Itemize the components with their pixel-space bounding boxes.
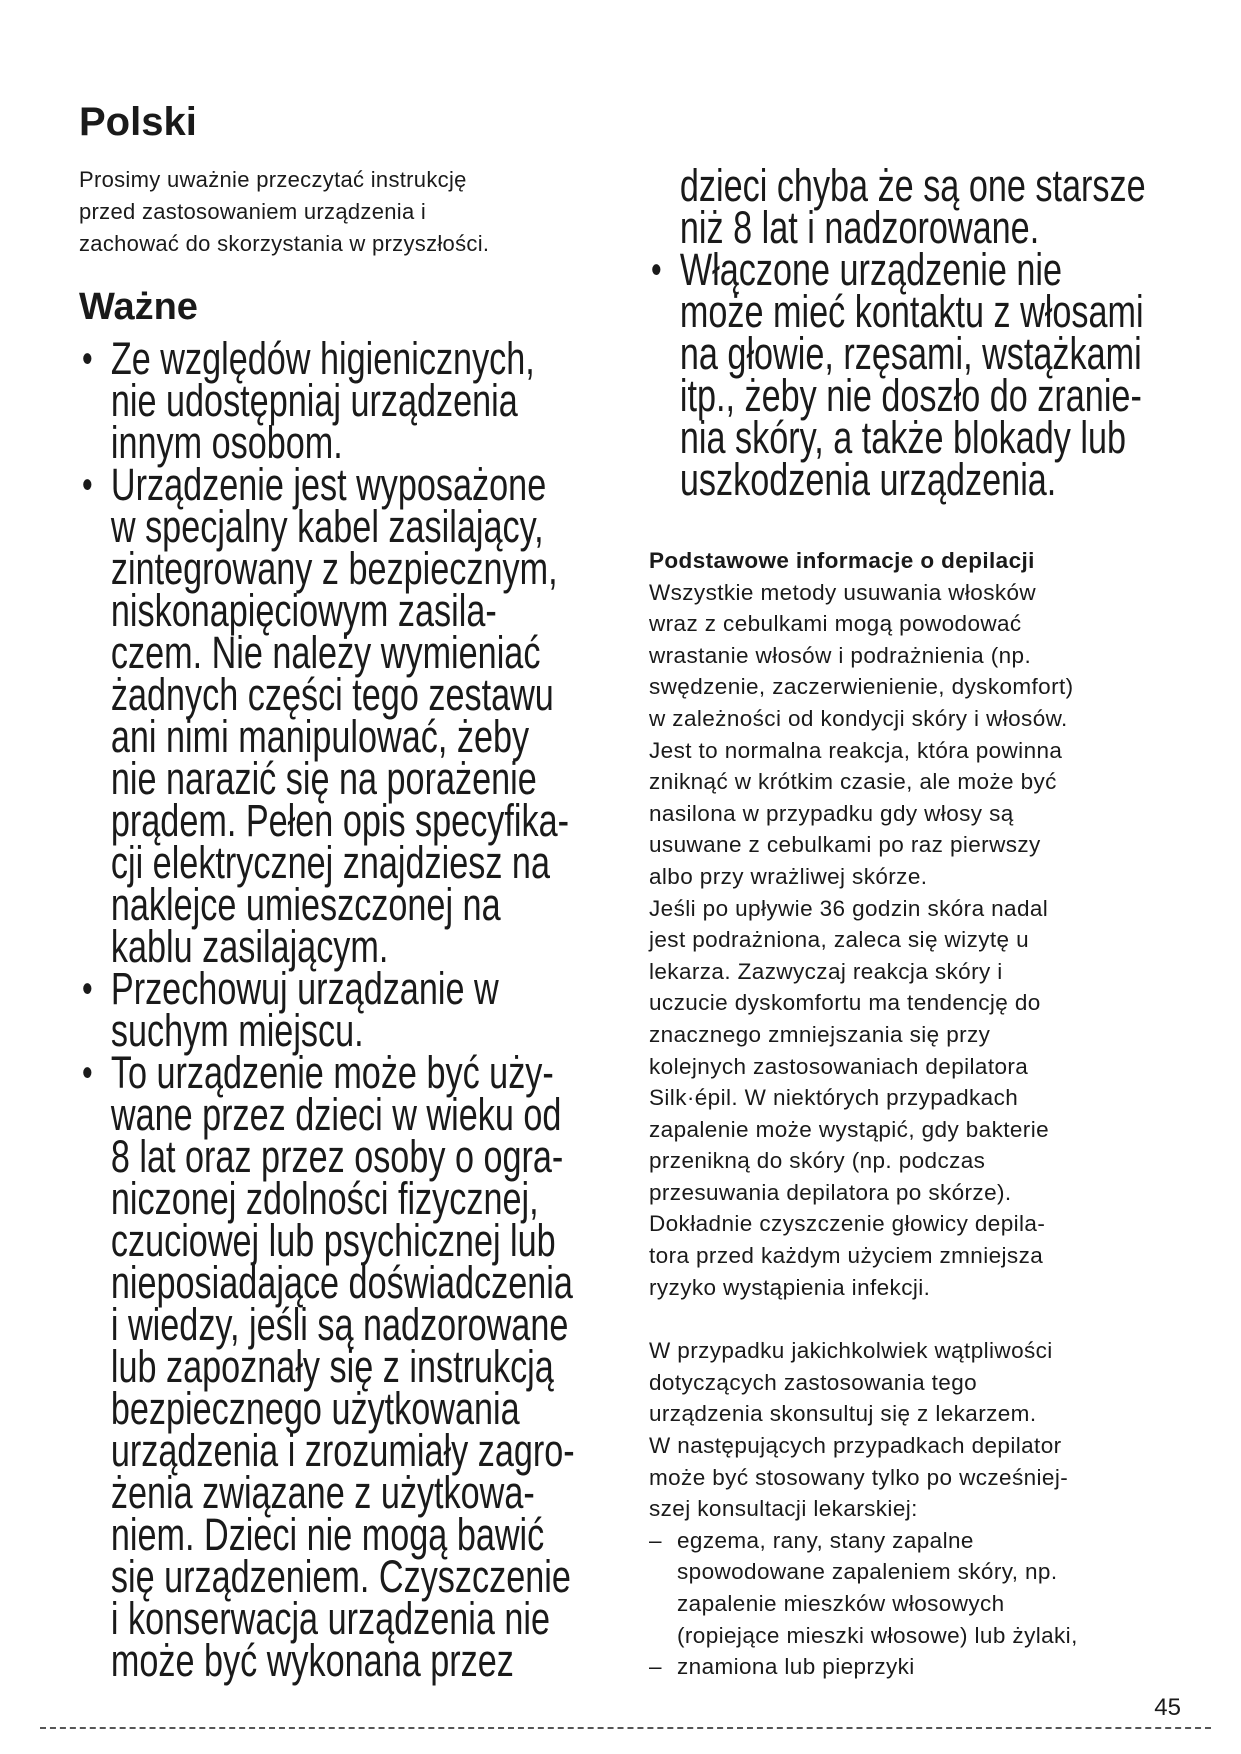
list-item [649,1525,1209,1651]
text-line: bezpiecznego użytkowania [110,1383,520,1434]
text-line: na głowie, rzęsami, wstążkami [679,328,1142,379]
bullet-item [651,244,1146,505]
text-line: Przechowuj urządzanie w [110,963,499,1014]
text-line: może być stosowany tylko po wcześniej- [649,1464,1069,1490]
text-line: nia skóry, a także blokady lub [679,412,1126,463]
text-line: suchym miejscu. [110,1005,364,1056]
text-line: przenikną do skóry (np. podczas [649,1148,986,1174]
text-line: Prosimy uważnie przeczytać instrukcję [79,167,467,192]
bullet-continuation [651,160,1146,253]
text-line: wane przez dzieci w wieku od [110,1089,562,1140]
contraindication-list [649,1525,1209,1683]
text-line: nieposiadające doświadczenia [110,1257,573,1308]
text-line: wraz z cebulkami mogą powodować [649,611,1022,637]
text-line: (ropiejące mieszki włosowe) lub żylaki, [677,1622,1078,1648]
text-line: lekarza. Zazwyczaj reakcja skóry i [649,958,1003,984]
text-line: żenia związane z użytkowa- [110,1467,535,1518]
text-line: przesuwania depilatora po skórze). [649,1179,1012,1205]
list-item [649,1651,1209,1683]
text-line: wrastanie włosów i podrażnienia (np. [649,642,1032,668]
text-line: jest podrażniona, zaleca się wizytę u [649,927,1029,953]
text-line: niem. Dzieci nie mogą bawić [110,1509,545,1560]
text-line: ani nimi manipulować, żeby [110,711,530,762]
text-line: egzema, rany, stany zapalne [677,1527,974,1553]
text-line: W następujących przypadkach depilator [649,1433,1062,1459]
text-line: czuciowej lub psychicznej lub [110,1215,556,1266]
text-line: naklejce umieszczonej na [110,879,501,930]
text-line: zapalenie mieszków włosowych [677,1591,1005,1616]
text-line: w specjalny kabel zasilający, [110,501,544,552]
intro-text [79,164,489,260]
bullet-icon: • [82,967,93,1011]
text-line: w zależności od kondycji skóry i włosów. [649,705,1068,731]
text-line: itp., żeby nie doszło do zranie- [679,370,1142,421]
text-line: może mieć kontaktu z włosami [679,286,1144,337]
right-column-warnings [651,160,1146,505]
text-line: czem. Nie należy wymieniać [110,627,541,678]
text-line: szej konsultacji lekarskiej: [649,1496,918,1522]
text-line: niż 8 lat i nadzorowane. [679,202,1040,253]
text-line: nie udostępniaj urządzenia [110,375,518,426]
important-heading: Ważne [79,286,198,328]
bullet-item [82,459,575,972]
text-line: kablu zasilającym. [110,921,389,972]
text-line: lub zapoznały się z instrukcją [110,1341,554,1392]
text-line: zniknąć w krótkim czasie, ale może być [649,769,1057,795]
bullet-item [82,1047,575,1686]
text-line: prądem. Pełen opis specyfika- [110,795,570,846]
text-line: się urządzeniem. Czyszczenie [110,1551,571,1602]
text-line: znamiona lub pieprzyki [677,1654,915,1680]
text-line: może być wykonana przez [110,1635,514,1686]
text-line: urządzenia skonsultuj się z lekarzem. [649,1401,1037,1427]
text-line: przed zastosowaniem urządzenia i [79,199,427,224]
text-line: Dokładnie czyszczenie głowicy depila- [649,1211,1046,1237]
text-line: W przypadku jakichkolwiek wątpliwości [649,1338,1053,1364]
text-line: zintegrowany z bezpiecznym, [110,543,558,594]
text-line: dotyczących zastosowania tego [649,1369,978,1395]
depilation-paragraph-1 [649,577,1209,1304]
text-line: cji elektrycznej znajdziesz na [110,837,550,888]
depilation-paragraph-2 [649,1335,1209,1525]
text-line: albo przy wrażliwej skórze. [649,863,928,889]
text-line: znacznego zmniejszania się przy [649,1021,991,1047]
text-line: Jeśli po upływie 36 godzin skóra nadal [649,895,1049,921]
text-line: Włączone urządzenie nie [679,244,1062,295]
text-line: tora przed każdym użyciem zmniejsza [649,1243,1044,1269]
text-line: niskonapięciowym zasila- [110,585,497,636]
left-bullet-list [82,333,575,1686]
text-line: ryzyko wystąpienia infekcji. [649,1274,931,1300]
text-line: Silk·épil. W niektórych przypadkach [649,1085,1019,1111]
text-line: dzieci chyba że są one starsze [679,160,1146,211]
text-line: i wiedzy, jeśli są nadzorowane [110,1299,569,1350]
page-number: 45 [1154,1694,1181,1721]
text-line: Ze względów higienicznych, [110,333,535,384]
page-title: Polski [79,100,197,144]
bullet-icon: • [82,337,93,381]
bullet-item [82,333,575,468]
text-line: spowodowane zapaleniem skóry, np. [677,1559,1058,1585]
text-line: usuwane z cebulkami po raz pierwszy [649,832,1041,858]
text-line: nasilona w przypadku gdy włosy są [649,800,1014,826]
text-line: uszkodzenia urządzenia. [679,454,1057,505]
text-line: kolejnych zastosowaniach depilatora [649,1053,1029,1079]
bullet-icon: • [82,463,93,507]
text-line: 8 lat oraz przez osoby o ogra- [110,1131,564,1182]
text-line: Wszystkie metody usuwania włosków [649,579,1037,605]
text-line: Urządzenie jest wyposażone [110,459,547,510]
footer-divider [40,1727,1211,1729]
depilation-heading: Podstawowe informacje o depilacji [649,548,1035,573]
text-line: uczucie dyskomfortu ma tendencję do [649,990,1041,1016]
text-line: To urządzenie może być uży- [110,1047,554,1098]
text-line: żadnych części tego zestawu [110,669,554,720]
text-line: urządzenia i zrozumiały zagro- [110,1425,575,1476]
text-line: nie narazić się na porażenie [110,753,537,804]
dash-icon: – [649,1654,662,1680]
text-line: zachować do skorzystania w przyszłości. [79,231,490,256]
text-line: niczonej zdolności fizycznej, [110,1173,539,1224]
text-line: innym osobom. [110,417,343,468]
bullet-icon: • [82,1051,93,1095]
text-line: i konserwacja urządzenia nie [110,1593,551,1644]
depilation-section [649,545,1209,1683]
bullet-item [82,963,575,1056]
text-line: swędzenie, zaczerwienienie, dyskomfort) [649,674,1074,700]
text-line: Jest to normalna reakcja, która powinna [649,737,1063,763]
right-bullet-list [651,244,1146,505]
text-line: zapalenie może wystąpić, gdy bakterie [649,1116,1050,1142]
dash-icon: – [649,1527,662,1553]
bullet-icon: • [651,248,662,292]
